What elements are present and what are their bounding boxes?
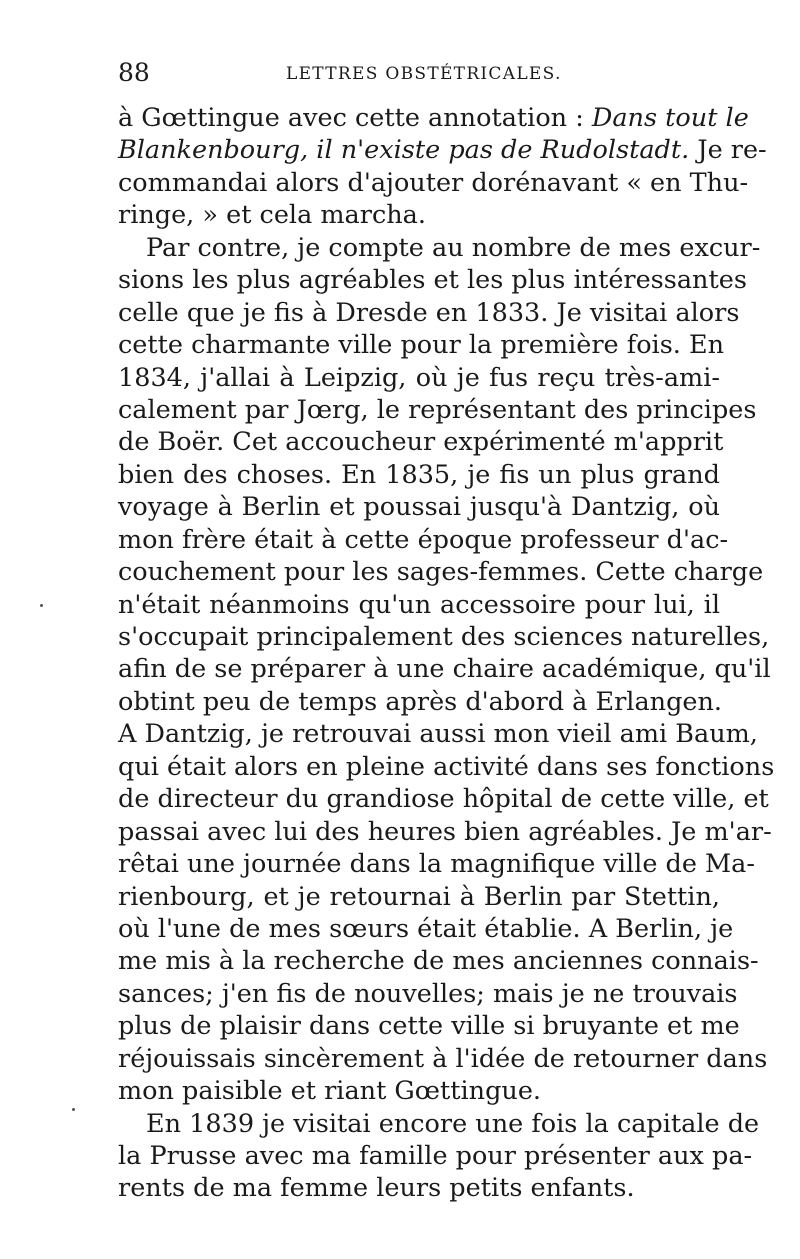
text-line — [118, 718, 758, 750]
text-run: bien des choses. En 1835, je fis un plus grand — [118, 459, 720, 490]
text-run: sions les plus agréables et les plus intéressantes — [118, 265, 747, 296]
page-number: 88 — [118, 58, 150, 87]
text-line — [118, 394, 757, 426]
text-line — [118, 426, 724, 458]
text-run: rents de ma femme leurs petits enfants. — [118, 1173, 635, 1204]
text-run: obtint peu de temps après d'abord à Erlangen. — [118, 686, 723, 717]
text-run: me mis à la recherche de mes anciennes connais- — [118, 946, 759, 977]
text-line — [118, 459, 720, 491]
text-run: rêtai une journée dans la magnifique ville de Ma- — [118, 849, 755, 880]
text-line — [118, 134, 767, 166]
text-line — [118, 1075, 720, 1107]
text-line — [118, 1140, 753, 1172]
text-run: A Dantzig, je retrouvai aussi mon vieil ami Baum, — [118, 719, 758, 750]
text-line — [118, 621, 770, 653]
text-line — [118, 102, 749, 134]
text-run: Je re- — [689, 135, 767, 166]
paper-speck — [40, 604, 43, 607]
text-run: de directeur du grandiose hôpital de cette ville, et — [118, 784, 769, 815]
text-run: ringe, » et cela marcha. — [118, 200, 426, 231]
text-line — [118, 232, 761, 264]
text-line — [118, 264, 747, 296]
text-run: calement par Jœrg, le représentant des principes — [118, 394, 757, 425]
text-run: la Prusse avec ma famille pour présenter aux pa- — [118, 1141, 753, 1171]
text-run: afin de se préparer à une chaire académique, qu'il — [118, 654, 771, 685]
text-line — [118, 913, 734, 945]
text-line — [118, 1010, 740, 1042]
text-run: passai avec lui des heures bien agréables. Je m'ar- — [118, 816, 772, 847]
text-run: rienbourg, et je retournai à Berlin par Stettin, — [118, 881, 720, 912]
text-run: mon frère était à cette époque professeur d'ac- — [118, 524, 729, 555]
text-run: commandai alors d'ajouter dorénavant « en Thu- — [118, 167, 749, 198]
text-run: s'occupait principalement des sciences naturelles, — [118, 622, 770, 652]
text-run: sances; j'en fis de nouvelles; mais je ne trouvais — [118, 978, 738, 1009]
text-run: 1834, j'allai à Leipzig, où je fus reçu très-ami- — [118, 362, 720, 393]
text-line — [118, 848, 755, 880]
text-line — [118, 491, 720, 523]
text-run: réjouissais sincèrement à l'idée de retourner dans — [118, 1043, 768, 1074]
text-line — [118, 783, 769, 815]
text-run: où l'une de mes sœurs était établie. A Berlin, je — [118, 913, 734, 944]
text-line — [118, 524, 729, 556]
text-run: voyage à Berlin et poussai jusqu'à Dantzig, où — [118, 492, 720, 523]
text-line — [118, 167, 749, 199]
text-line — [118, 751, 775, 783]
running-head — [118, 58, 718, 88]
text-run: n'était néanmoins qu'un accessoire pour lui, il — [118, 589, 720, 620]
text-line — [118, 978, 738, 1010]
italic-text: Blankenbourg, il n'existe pas de Rudolstadt. — [118, 135, 690, 166]
text-line — [118, 329, 725, 361]
text-line — [118, 1172, 720, 1204]
text-line — [118, 653, 771, 685]
text-line — [118, 686, 723, 718]
text-line — [118, 297, 740, 329]
text-line — [118, 816, 772, 848]
text-run: cette charmante ville pour la première fois. En — [118, 330, 725, 361]
italic-text: Dans tout le — [591, 103, 749, 133]
text-run: qui était alors en pleine activité dans ses fonctions — [118, 751, 775, 782]
text-line — [118, 589, 720, 621]
text-line — [118, 199, 720, 231]
text-line — [118, 1108, 760, 1140]
text-run: En 1839 je visitai encore une fois la capitale de — [146, 1108, 760, 1139]
text-line — [118, 881, 720, 913]
text-run: Par contre, je compte au nombre de mes excur- — [146, 232, 761, 263]
running-title: LETTRES OBSTÉTRICALES. — [286, 64, 562, 84]
text-run: à Gœttingue avec cette annotation : — [118, 103, 592, 133]
text-line — [118, 1043, 768, 1075]
text-line — [118, 362, 720, 394]
text-run: celle que je fis à Dresde en 1833. Je visitai alors — [118, 297, 740, 328]
text-run: mon paisible et riant Gœttingue. — [118, 1076, 542, 1107]
text-run: couchement pour les sages-femmes. Cette charge — [118, 557, 764, 588]
body-text — [118, 102, 775, 1205]
text-line — [118, 945, 759, 977]
text-run: plus de plaisir dans cette ville si bruyante et me — [118, 1011, 740, 1042]
paper-speck — [72, 1108, 75, 1111]
text-line — [118, 556, 764, 588]
text-run: de Boër. Cet accoucheur expérimenté m'apprit — [118, 427, 724, 458]
